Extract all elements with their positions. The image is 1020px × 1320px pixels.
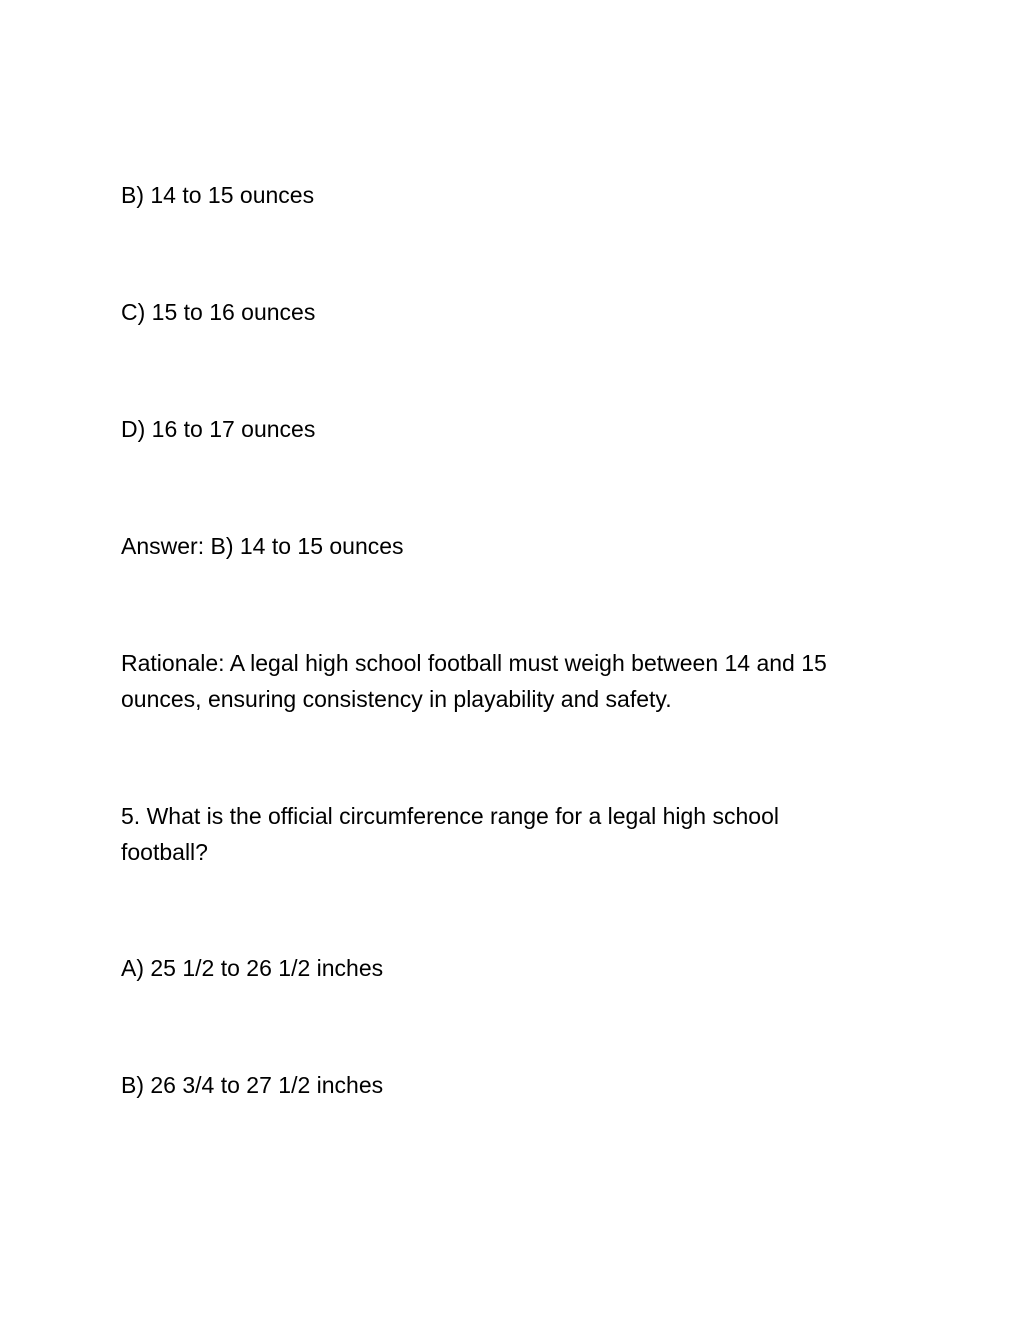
rationale-q4 (121, 645, 901, 717)
question-5-line-1: 5. What is the official circumference range for a legal high school (121, 803, 779, 829)
option-q4-c: C) 15 to 16 ounces (121, 299, 316, 325)
option-q4-d: D) 16 to 17 ounces (121, 416, 316, 442)
option-q5-b: B) 26 3/4 to 27 1/2 inches (121, 1072, 384, 1098)
rationale-q4-line-1: Rationale: A legal high school football must weigh between 14 and 15 (121, 650, 827, 676)
option-q5-a: A) 25 1/2 to 26 1/2 inches (121, 955, 384, 981)
rationale-q4-line-2: ounces, ensuring consistency in playability and safety. (121, 686, 672, 712)
answer-q4: Answer: B) 14 to 15 ounces (121, 533, 404, 559)
question-5 (121, 798, 901, 870)
question-5-line-2: football? (121, 839, 208, 865)
option-q4-b: B) 14 to 15 ounces (121, 182, 315, 208)
